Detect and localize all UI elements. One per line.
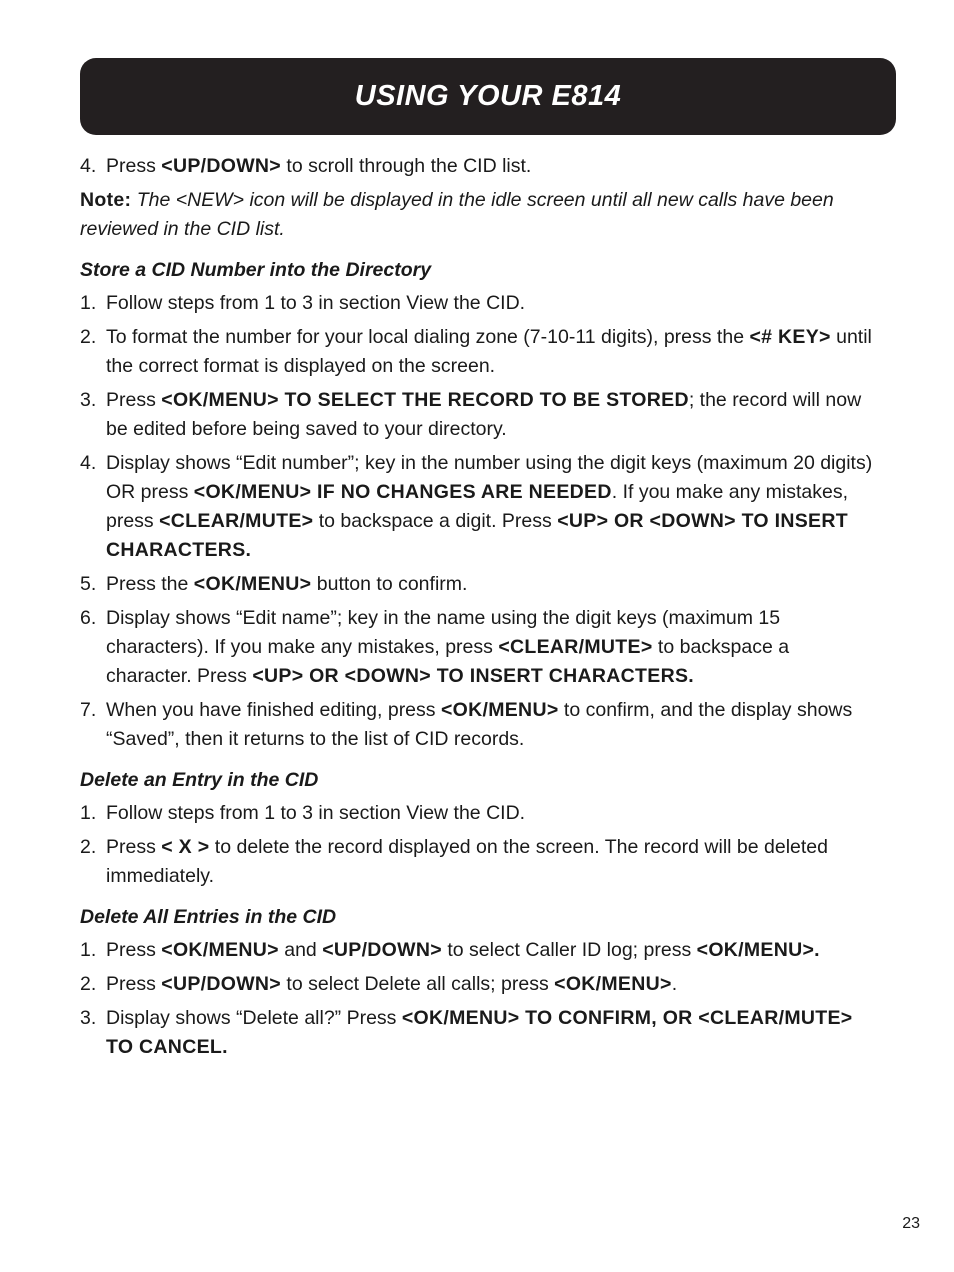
page-title: USING YOUR E814	[354, 80, 622, 112]
list-item: 5. Press the <OK/MENU> button to confirm.	[80, 573, 468, 595]
list-item: 6. Display shows “Edit name”; key in the name using the digit keys (maximum 15 characters). If you make any mistakes, press <CLEAR/MUTE> to backspace a character. Press <UP> OR <DOWN> TO INSERT CHARACTERS.	[80, 607, 790, 687]
section-banner	[80, 58, 896, 135]
list-item: 2. Press < X > to delete the record displayed on the screen. The record will be deleted immediately.	[80, 836, 828, 887]
note-paragraph	[80, 186, 880, 244]
list-item: 1. Follow steps from 1 to 3 in section View the CID.	[80, 802, 526, 824]
section-heading-delete-entry: Delete an Entry in the CID	[80, 769, 319, 791]
note-label: Note:	[80, 189, 132, 211]
list-item: 1. Follow steps from 1 to 3 in section View the CID.	[80, 292, 526, 314]
section-heading-store: Store a CID Number into the Directory	[80, 259, 432, 281]
manual-content	[80, 152, 880, 1067]
list-item: 3. Display shows “Delete all?” Press <OK/MENU> TO CONFIRM, OR <CLEAR/MUTE> TO CANCEL.	[80, 1007, 853, 1058]
list-item: 4. Press <UP/DOWN> to scroll through the CID list.	[80, 155, 532, 177]
section-heading-delete-all: Delete All Entries in the CID	[80, 906, 337, 928]
page-number: 23	[902, 1215, 920, 1232]
list-item: 4. Display shows “Edit number”; key in the number using the digit keys (maximum 20 digits) OR press <OK/MENU> IF NO CHANGES ARE NEEDED. If you make any mistakes, press <CLEAR/MUTE> to backspace a digit. Press <UP> OR <DOWN> TO INSERT CHARACTERS.	[80, 452, 873, 561]
note-text: The <NEW> icon will be displayed in the idle screen until all new calls have been reviewed in the CID list.	[80, 189, 834, 240]
list-item: 2. Press <UP/DOWN> to select Delete all calls; press <OK/MENU>.	[80, 973, 678, 995]
list-item: 1. Press <OK/MENU> and <UP/DOWN> to select Caller ID log; press <OK/MENU>.	[80, 939, 820, 961]
list-item: 2. To format the number for your local dialing zone (7-10-11 digits), press the <# KEY> until the correct format is displayed on the screen.	[80, 326, 872, 377]
list-item: 7. When you have finished editing, press <OK/MENU> to confirm, and the display shows “Saved”, then it returns to the list of CID records.	[80, 699, 853, 750]
list-item: 3. Press <OK/MENU> TO SELECT THE RECORD TO BE STORED; the record will now be edited before being saved to your directory.	[80, 389, 862, 440]
